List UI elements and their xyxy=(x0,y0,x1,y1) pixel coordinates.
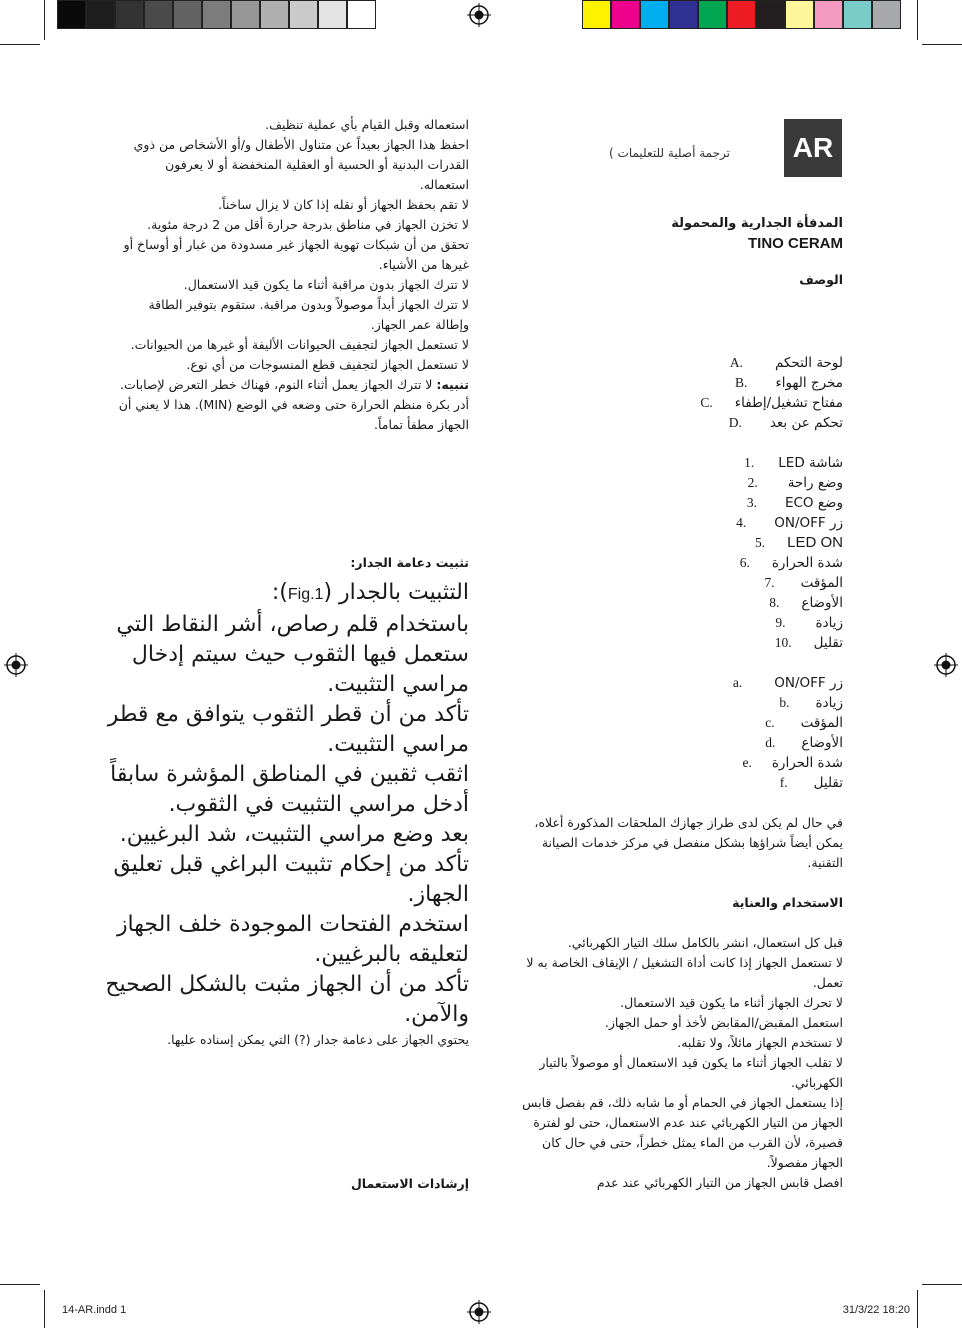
color-swatch xyxy=(173,0,202,29)
list-item: مخرج الهواء B. xyxy=(735,375,843,391)
paragraph: لا تقم بحفظ الجهاز أو نقله إذا كان لا يزال ساخناً. xyxy=(218,197,469,212)
wall-title-end: ): xyxy=(271,580,288,605)
paragraph: في حال لم يكن لدى طراز جهازك الملحقات المذكورة أعلاه، يمكن أيضاً شراؤها بشكل منفصل في مركز خدمات الصيانة التقنية. xyxy=(534,815,843,870)
list-item: المؤقت 7. xyxy=(764,575,843,591)
list-item: شاشة LED 1. xyxy=(744,455,843,471)
list-item: وضع راحة 2. xyxy=(747,475,843,491)
color-swatch xyxy=(289,0,318,29)
registration-mark-icon xyxy=(467,1300,491,1324)
paragraph: استعمل المقبض/المقابض لأخذ أو حمل الجهاز. xyxy=(604,1015,843,1030)
color-swatch xyxy=(843,0,872,29)
paragraph: تأكد من إحكام تثبيت البراغي قبل تعليق الجهاز. xyxy=(113,852,469,907)
paragraph: لا تترك الجهاز بدون مراقبة أثناء ما يكون قيد الاستعمال. xyxy=(183,277,469,292)
color-swatch xyxy=(814,0,843,29)
crop-mark xyxy=(922,1284,962,1285)
paragraph: لا تستعمل الجهاز لتجفيف الحيوانات الأليفة أو غيرها من الحيوانات. xyxy=(130,337,469,352)
paragraph: لا تترك الجهاز أبداً موصولاً وبدون مراقبة. ستقوم بتوفير الطاقة وإطالة عمر الجهاز. xyxy=(148,297,469,332)
paragraph: لا تقلب الجهاز أثناء ما يكون قيد الاستعمال أو موصولاً بالتيار الكهربائي. xyxy=(539,1055,843,1090)
color-swatch xyxy=(318,0,347,29)
product-name-arabic: المدفأة الجدارية والمحمولة xyxy=(671,216,843,231)
accessories-note xyxy=(508,813,843,873)
wall-mount-title xyxy=(104,578,469,610)
list-item: LED ON 5. xyxy=(755,534,843,551)
registration-mark-icon xyxy=(934,653,958,677)
safety-section xyxy=(114,115,469,435)
paragraph: أدخل مراسي التثبيت في الثقوب. xyxy=(168,792,469,817)
color-swatch xyxy=(669,0,698,29)
list-item: لوحة التحكم A. xyxy=(729,355,843,371)
paragraph: باستخدام قلم رصاص، أشر النقاط التي ستعمل فيها الثقوب حيث سيتم إدخال مراسي التثبيت. xyxy=(116,612,469,697)
color-swatch xyxy=(57,0,86,29)
color-swatch xyxy=(727,0,756,29)
color-swatch xyxy=(260,0,289,29)
color-swatch xyxy=(231,0,260,29)
crop-mark xyxy=(44,0,45,40)
color-swatch xyxy=(611,0,640,29)
list-item: تقليل 10. xyxy=(774,635,843,651)
list-item: زيادة 9. xyxy=(775,615,843,631)
color-swatch xyxy=(785,0,814,29)
figure-reference: Fig.1 xyxy=(287,586,324,603)
paragraph: تأكد من أن الجهاز مثبت بالشكل الصحيح والآمن. xyxy=(105,972,469,1027)
crop-mark xyxy=(44,1290,45,1328)
crop-mark xyxy=(922,44,962,45)
paragraph: افصل قابس الجهاز من التيار الكهربائي عند عدم xyxy=(596,1175,843,1190)
paragraph: إذا يستعمل الجهاز في الحمام أو ما شابه ذلك، قم بفصل قابس الجهاز من التيار الكهربائي عند عدم الاستعمال، حتى لو لفترة قصيرة، لأن القرب من الماء يمثل خطراً، حتى في حال كان الجهاز مفصولاً. xyxy=(522,1095,843,1170)
color-swatch xyxy=(872,0,901,29)
crop-mark xyxy=(0,1284,40,1285)
color-swatch xyxy=(756,0,785,29)
paragraph: لا تستعمل الجهاز لتجفيف قطع المنسوجات من أي نوع. xyxy=(186,357,469,372)
list-item: مفتاح تشغيل/إطفاء C. xyxy=(700,395,843,411)
document-title: ترجمة أصلية للتعليمات ) xyxy=(609,146,730,160)
list-item: زيادة b. xyxy=(779,695,843,711)
product-model: TINO CERAM xyxy=(748,235,843,252)
list-item: تقليل f. xyxy=(779,775,843,791)
list-item: الأوضاع 8. xyxy=(769,595,843,611)
parts-list-numbers xyxy=(736,453,843,653)
paragraph: استعماله وقبل القيام بأي عملية تنظيف. xyxy=(265,117,469,132)
color-swatch xyxy=(347,0,376,29)
paragraph: لا تحرك الجهاز أثناء ما يكون قيد الاستعمال. xyxy=(620,995,843,1010)
remote-parts-list xyxy=(733,673,843,793)
list-item: المؤقت c. xyxy=(765,715,843,731)
list-item: الأوضاع d. xyxy=(765,735,843,751)
color-swatch xyxy=(640,0,669,29)
paragraph: استخدم الفتحات الموجودة خلف الجهاز لتعليقه بالبرغيين. xyxy=(116,912,469,967)
paragraph: بعد وضع مراسي التثبيت، شد البرغيين. xyxy=(119,822,469,847)
description-heading: الوصف xyxy=(799,272,843,287)
wall-mount-heading: تثبيت دعامة الجدار: xyxy=(350,555,469,570)
color-swatch xyxy=(202,0,231,29)
instructions-heading: إرشادات الاستعمال xyxy=(350,1176,469,1191)
crop-mark xyxy=(917,0,918,40)
paragraph: احفظ هذا الجهاز بعيداً عن متناول الأطفال و/أو الأشخاص من ذوي القدرات البدنية أو الحسية أو العقلية المنخفضة أو لا يعرفون استعماله. xyxy=(133,137,469,192)
paragraph: تحقق من أن شبكات تهوية الجهاز غير مسدودة من غبار أو أوساخ أو غيرها من الأشياء. xyxy=(123,237,469,272)
use-care-section xyxy=(508,933,843,1193)
color-swatch xyxy=(144,0,173,29)
wall-title-text: التثبيت بالجدار ( xyxy=(323,580,469,605)
paragraph: يحتوي الجهاز على دعامة جدار (?) التي يمكن إسناده عليها. xyxy=(167,1032,469,1047)
wall-mount-section xyxy=(104,578,469,1050)
warning-label: تنبيه: xyxy=(436,377,469,392)
parts-list-letters xyxy=(700,353,843,433)
color-swatch xyxy=(698,0,727,29)
crop-mark xyxy=(917,1290,918,1328)
color-swatch xyxy=(582,0,611,29)
list-item: تحكم عن بعد D. xyxy=(728,415,843,431)
list-item: وضع ECO 3. xyxy=(746,495,843,511)
paragraph: لا تستعمل الجهاز إذا كانت أداة التشغيل / الإيقاف الخاصة به لا تعمل. xyxy=(526,955,843,990)
language-badge: AR xyxy=(784,119,842,177)
list-item: شدة الحرارة 6. xyxy=(739,555,843,571)
paragraph: لا تستخدم الجهاز مائلاً، ولا تقلبه. xyxy=(677,1035,843,1050)
paragraph: لا تخزن الجهاز في مناطق بدرجة حرارة أقل من 2 درجة مئوية. xyxy=(147,217,469,232)
list-item: زر ON/OFF 4. xyxy=(736,515,843,531)
registration-mark-icon xyxy=(467,3,491,27)
use-care-heading: الاستخدام والعناية xyxy=(732,895,843,910)
warning-text: لا تترك الجهاز يعمل أثناء النوم، فهناك خطر التعرض لإصابات. xyxy=(120,377,433,392)
footer-filename: 14-AR.indd 1 xyxy=(62,1304,127,1316)
paragraph: اثقب ثقبين في المناطق المؤشرة سابقاً xyxy=(110,762,469,787)
warning-paragraph xyxy=(114,375,469,395)
paragraph: تأكد من أن قطر الثقوب يتوافق مع قطر مراسي التثبيت. xyxy=(107,702,469,757)
list-item: زر ON/OFF a. xyxy=(732,675,843,691)
color-swatch xyxy=(86,0,115,29)
paragraph: أدر بكرة منظم الحرارة حتى وضعه في الوضع (MIN). هذا لا يعني أن الجهاز مطفأ تماماً. xyxy=(118,397,469,432)
footer-timestamp: 31/3/22 18:20 xyxy=(842,1304,910,1316)
color-calibration-strip xyxy=(582,0,901,29)
grayscale-calibration-strip xyxy=(57,0,376,29)
color-swatch xyxy=(115,0,144,29)
crop-mark xyxy=(0,44,40,45)
paragraph: قبل كل استعمال، انشر بالكامل سلك التيار الكهربائي. xyxy=(567,935,843,950)
registration-mark-icon xyxy=(4,653,28,677)
product-title-block xyxy=(671,214,843,254)
list-item: شدة الحرارة e. xyxy=(742,755,843,771)
